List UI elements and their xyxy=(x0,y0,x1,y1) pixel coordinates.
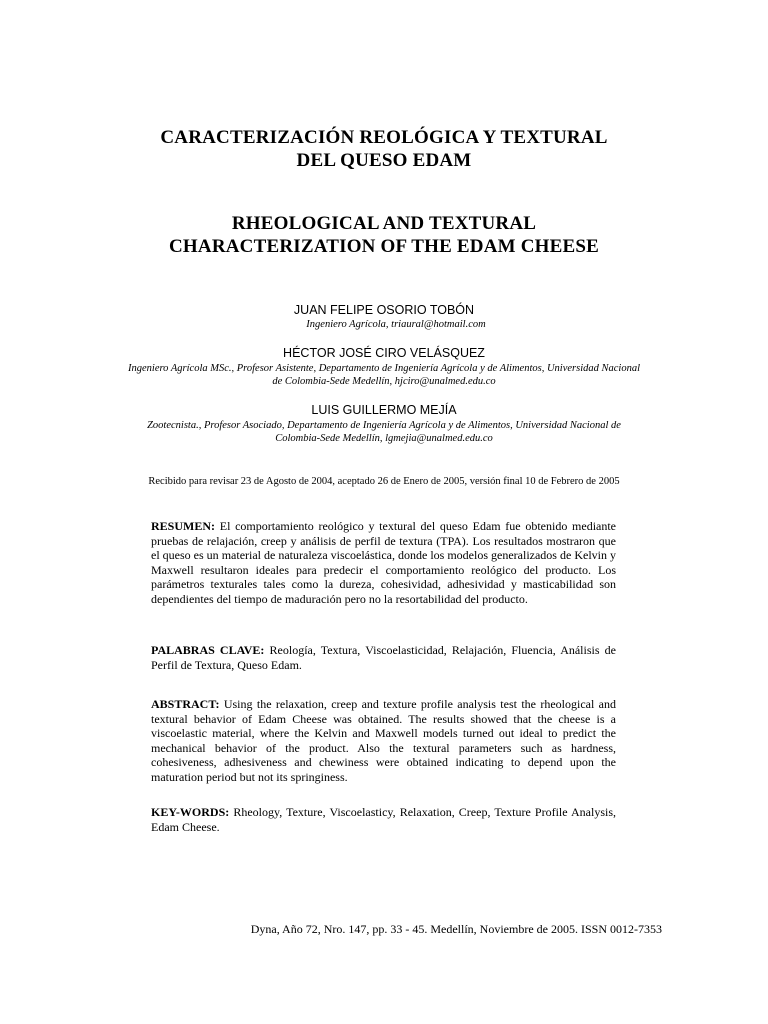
resumen-paragraph xyxy=(151,519,616,606)
author-name-1: JUAN FELIPE OSORIO TOBÓN xyxy=(293,303,475,317)
journal-citation-footer: Dyna, Año 72, Nro. 147, pp. 33 - 45. Medellín, Noviembre de 2005. ISSN 0012-7353 xyxy=(250,922,662,936)
keywords-label: KEY-WORDS: xyxy=(151,805,230,819)
spanish-title-line-2: DEL QUESO EDAM xyxy=(296,150,472,171)
keywords-paragraph xyxy=(151,805,616,834)
author-affiliation-2-line-2: de Colombia-Sede Medellín, hjciro@unalmed.edu.co xyxy=(272,376,496,387)
keywords-text: Rheology, Texture, Viscoelasticy, Relaxation, Creep, Texture Profile Analysis, Edam Cheese. xyxy=(151,805,617,834)
abstract-paragraph xyxy=(151,697,616,784)
spanish-title-line-1: CARACTERIZACIÓN REOLÓGICA Y TEXTURAL xyxy=(160,127,608,148)
english-title-line-2: CHARACTERIZATION OF THE EDAM CHEESE xyxy=(169,236,599,257)
author-affiliation-3-line-1: Zootecnista., Profesor Asociado, Departamento de Ingeniería Agrícola y de Alimentos, Universidad Nacional de xyxy=(147,420,621,431)
abstract-label: ABSTRACT: xyxy=(151,697,220,711)
palabras-clave-text: Reología, Textura, Viscoelasticidad, Relajación, Fluencia, Análisis de Perfil de Textura, Queso Edam. xyxy=(151,643,616,672)
received-dates: Recibido para revisar 23 de Agosto de 2004, aceptado 26 de Enero de 2005, versión final 10 de Febrero de 2005 xyxy=(148,476,620,487)
palabras-clave-paragraph xyxy=(151,643,616,672)
author-name-2: HÉCTOR JOSÉ CIRO VELÁSQUEZ xyxy=(283,346,485,360)
resumen-label: RESUMEN: xyxy=(151,519,216,533)
resumen-text: El comportamiento reológico y textural del queso Edam fue obtenido mediante pruebas de relajación, creep y análisis de perfil de textura (TPA). Los resultados mostraron que el queso es un material de naturaleza viscoelástica, donde los modelos generalizados de Kelvin y Maxwell resultaron ideales para predecir el comportamiento reológico del producto. Los parámetros texturales tales como la dureza, cohesividad, adhesividad y masticabilidad son dependientes del tiempo de maduración pero no la resortabilidad del producto. xyxy=(151,519,617,606)
palabras-clave-label: PALABRAS CLAVE: xyxy=(151,643,265,657)
author-affiliation-1: Ingeniero Agrícola, triaural@hotmail.com xyxy=(306,319,486,330)
english-title-line-1: RHEOLOGICAL AND TEXTURAL xyxy=(231,213,537,234)
author-name-3: LUIS GUILLERMO MEJÍA xyxy=(311,403,457,417)
author-affiliation-3-line-2: Colombia-Sede Medellín, lgmejia@unalmed.edu.co xyxy=(275,433,493,444)
abstract-text: Using the relaxation, creep and texture profile analysis test the rheological and textural behavior of Edam Cheese was obtained. The results showed that the cheese is a viscoelastic material, where the Kelvin and Maxwell models turned out ideal to predict the mechanical behavior of the product. Also the textural parameters such as hardness, cohesiveness, adhesiveness and chewiness were obtained indicating to depend upon the maturation period but not its springiness. xyxy=(151,697,617,784)
author-affiliation-2-line-1: Ingeniero Agrícola MSc., Profesor Asistente, Departamento de Ingeniería Agrícola y de Alimentos, Universidad Nacional xyxy=(128,363,640,374)
